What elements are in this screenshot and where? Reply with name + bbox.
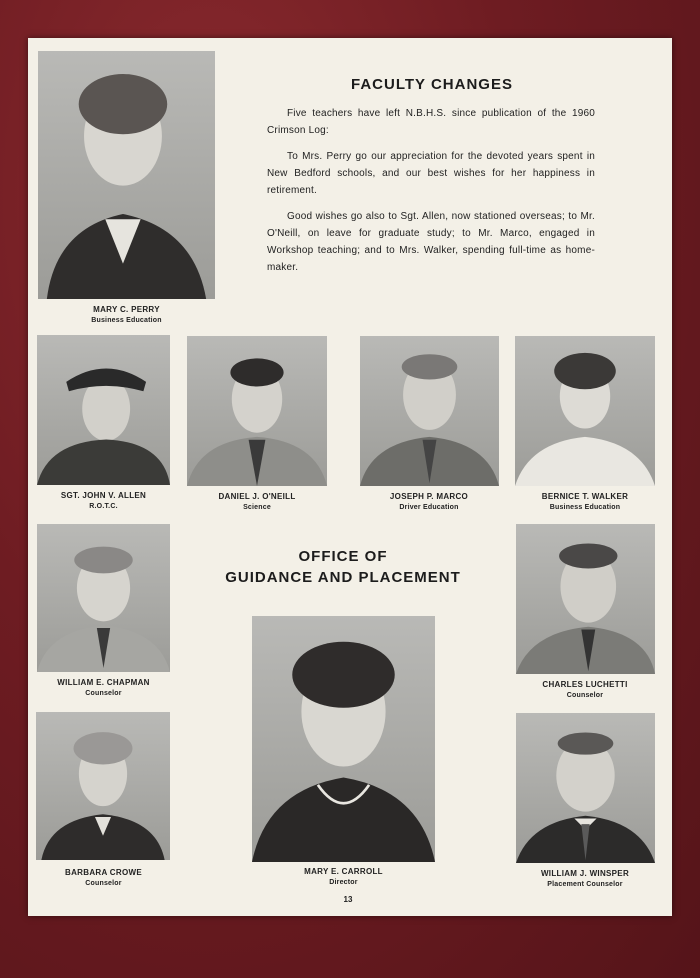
page-number: 13 (343, 895, 353, 904)
faculty-changes-paragraph: To Mrs. Perry go our appreciation for the devoted years spent in New Bedford schools, and our best wishes for her happiness in retirement. (267, 151, 595, 196)
name-john-allen: SGT. JOHN V. ALLEN (60, 491, 147, 500)
name-joseph-marco: JOSEPH P. MARCO (389, 492, 469, 501)
portrait-joseph-marco (360, 336, 499, 486)
name-william-chapman: WILLIAM E. CHAPMAN (57, 678, 150, 687)
role-daniel-oneill: Science (243, 504, 271, 511)
portrait-john-allen (37, 335, 170, 485)
caption-mary-perry (38, 304, 215, 326)
name-charles-luchetti: CHARLES LUCHETTI (542, 680, 628, 689)
role-william-chapman: Counselor (85, 690, 122, 697)
portrait-bernice-walker (515, 336, 655, 486)
role-charles-luchetti: Counselor (566, 692, 604, 699)
role-john-allen: R.O.T.C. (89, 503, 118, 510)
portrait-william-winsper (516, 713, 655, 863)
name-bernice-walker: BERNICE T. WALKER (541, 492, 629, 501)
faculty-changes-heading: FACULTY CHANGES (351, 76, 513, 93)
caption-william-winsper (510, 868, 660, 890)
portrait-mary-carroll (252, 616, 435, 862)
name-mary-perry: MARY C. PERRY (93, 305, 160, 314)
portrait-daniel-oneill (187, 336, 327, 486)
name-barbara-crowe: BARBARA CROWE (65, 868, 142, 877)
role-joseph-marco: Driver Education (399, 504, 459, 511)
role-william-winsper: Placement Counselor (547, 881, 623, 888)
caption-william-chapman (30, 677, 177, 699)
role-mary-carroll: Director (329, 879, 358, 886)
faculty-changes-paragraph: Good wishes go also to Sgt. Allen, now stationed overseas; to Mr. O'Neill, on leave for graduate study; to Mr. Marco, engaged in Workshop teaching; and to Mrs. Walker, spending full-time as home-maker. (267, 211, 595, 273)
name-mary-carroll: MARY E. CARROLL (304, 867, 383, 876)
caption-mary-carroll (252, 866, 435, 888)
portrait-william-chapman (37, 524, 170, 672)
portrait-barbara-crowe (36, 712, 170, 860)
caption-bernice-walker (510, 491, 660, 513)
portrait-charles-luchetti (516, 524, 655, 674)
name-daniel-oneill: DANIEL J. O'NEILL (218, 492, 296, 501)
role-mary-perry: Business Education (91, 317, 162, 324)
role-bernice-walker: Business Education (549, 504, 621, 511)
guidance-heading-line2: GUIDANCE AND PLACEMENT (225, 569, 461, 586)
caption-charles-luchetti (510, 679, 660, 701)
yearbook-page (28, 38, 672, 916)
caption-joseph-marco (354, 491, 504, 513)
faculty-changes-paragraph: Five teachers have left N.B.H.S. since publication of the 1960 Crimson Log: (267, 108, 595, 136)
caption-barbara-crowe (30, 867, 177, 889)
name-william-winsper: WILLIAM J. WINSPER (540, 869, 630, 878)
caption-john-allen (30, 490, 177, 512)
guidance-heading-line1: OFFICE OF (298, 548, 388, 565)
role-barbara-crowe: Counselor (85, 880, 122, 887)
caption-daniel-oneill (182, 491, 332, 513)
portrait-mary-perry (38, 51, 215, 299)
faculty-changes-text (267, 105, 595, 285)
